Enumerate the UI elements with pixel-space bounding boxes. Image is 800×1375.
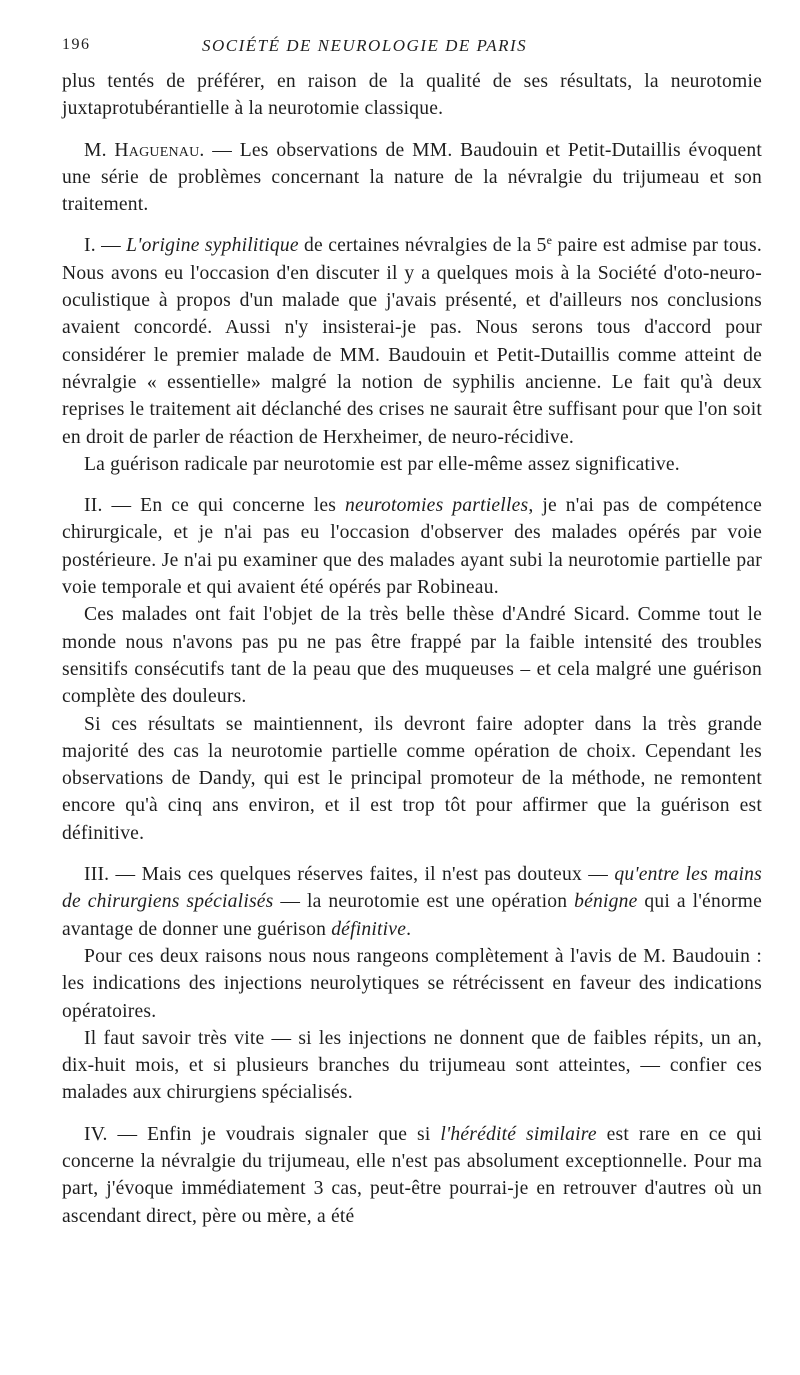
- paragraph-haguenau-intro: M. Haguenau. — Les observations de MM. Baudouin et Petit-Dutaillis évoquent une série de problèmes concernant la nature de la névralgie du trijumeau et son traitement.: [62, 139, 762, 216]
- paragraph-section-3-baudouin: Pour ces deux raisons nous nous rangeons complètement à l'avis de M. Baudouin : les indications des injections neurolytiques se rétrécissent en faveur des indications opératoires.: [62, 945, 762, 1022]
- paragraph-section-1: I. — L'origine syphilitique de certaines névralgies de la 5e paire est admise par tous. Nous avons eu l'occasion d'en discuter il y a quelques mois à la Société d'oto-neuro-oculistique à propos d'un malade que j'avais présenté, et d'ailleurs nos conclusions avaient concordé. Aussi n'y insisterai-je pas. Nous serons tous d'accord pour considérer le premier malade de MM. Baudouin et Petit-Dutaillis comme atteint de névralgie « essentielle» malgré la notion de syphilis ancienne. Le fait qu'à deux reprises le traitement ait déclanché des crises ne saurait être suffisant pour que l'on soit en droit de parler de réaction de Herxheimer, de neuro-récidive.: [62, 233, 762, 448]
- paragraph-continuation: plus tentés de préférer, en raison de la qualité de ses résultats, la neurotomie juxtaprotubérantielle à la neurotomie classique.: [62, 71, 762, 120]
- paragraph-section-2: II. — En ce qui concerne les neurotomies partielles, je n'ai pas de compétence chirurgicale, et je n'ai pas eu l'occasion d'observer des malades opérés par voie postérieure. Je n'ai pu examiner que des malades ayant subi la neurotomie partielle par voie temporale et qui avaient été opérés par Robineau.: [62, 495, 763, 599]
- speaker-name: M. Haguenau.: [84, 139, 205, 161]
- paragraph-section-2-results: Si ces résultats se maintiennent, ils devront faire adopter dans la très grande majorité des cas la neurotomie partielle comme opération de choix. Cependant les observations de Dandy, qui est le principal promoteur de la méthode, ne remontent encore qu'à cinq ans environ, et il est trop tôt pour affirmer que la guérison est définitive.: [62, 713, 762, 844]
- paragraph-section-4: IV. — Enfin je voudrais signaler que si l'hérédité similaire est rare en ce qui concerne la névralgie du trijumeau, elle n'est pas absolument exceptionnelle. Pour ma part, j'évoque immédiatement 3 cas, peut-être pourrai-je en retrouver d'autres où un ascendant direct, père ou mère, a été: [62, 1123, 762, 1227]
- body-text: [62, 68, 762, 1230]
- page-number: 196: [62, 36, 91, 53]
- paragraph-section-1-conclusion: La guérison radicale par neurotomie est par elle-même assez significative.: [84, 453, 680, 475]
- running-head: [62, 34, 762, 68]
- paragraph-section-3-advice: Il faut savoir très vite — si les injections ne donnent que de faibles répits, un an, dix-huit mois, et si plusieurs branches du trijumeau sont atteintes, — confier ces malades aux chirurgiens spécialisés.: [62, 1027, 762, 1104]
- paragraph-section-2-sicard: Ces malades ont fait l'objet de la très belle thèse d'André Sicard. Comme tout le monde nous n'avons pas pu ne pas être frappé par la faible intensité des troubles sensitifs consécutifs tant de la peau que des muqueuses – et cela malgré une guérison complète des douleurs.: [62, 604, 762, 708]
- paragraph-section-3: III. — Mais ces quelques réserves faites, il n'est pas douteux — qu'entre les mains de chirurgiens spécialisés — la neurotomie est une opération bénigne qui a l'énorme avantage de donner une guérison définitive.: [62, 864, 763, 940]
- journal-title: SOCIÉTÉ DE NEUROLOGIE DE PARIS: [202, 36, 528, 55]
